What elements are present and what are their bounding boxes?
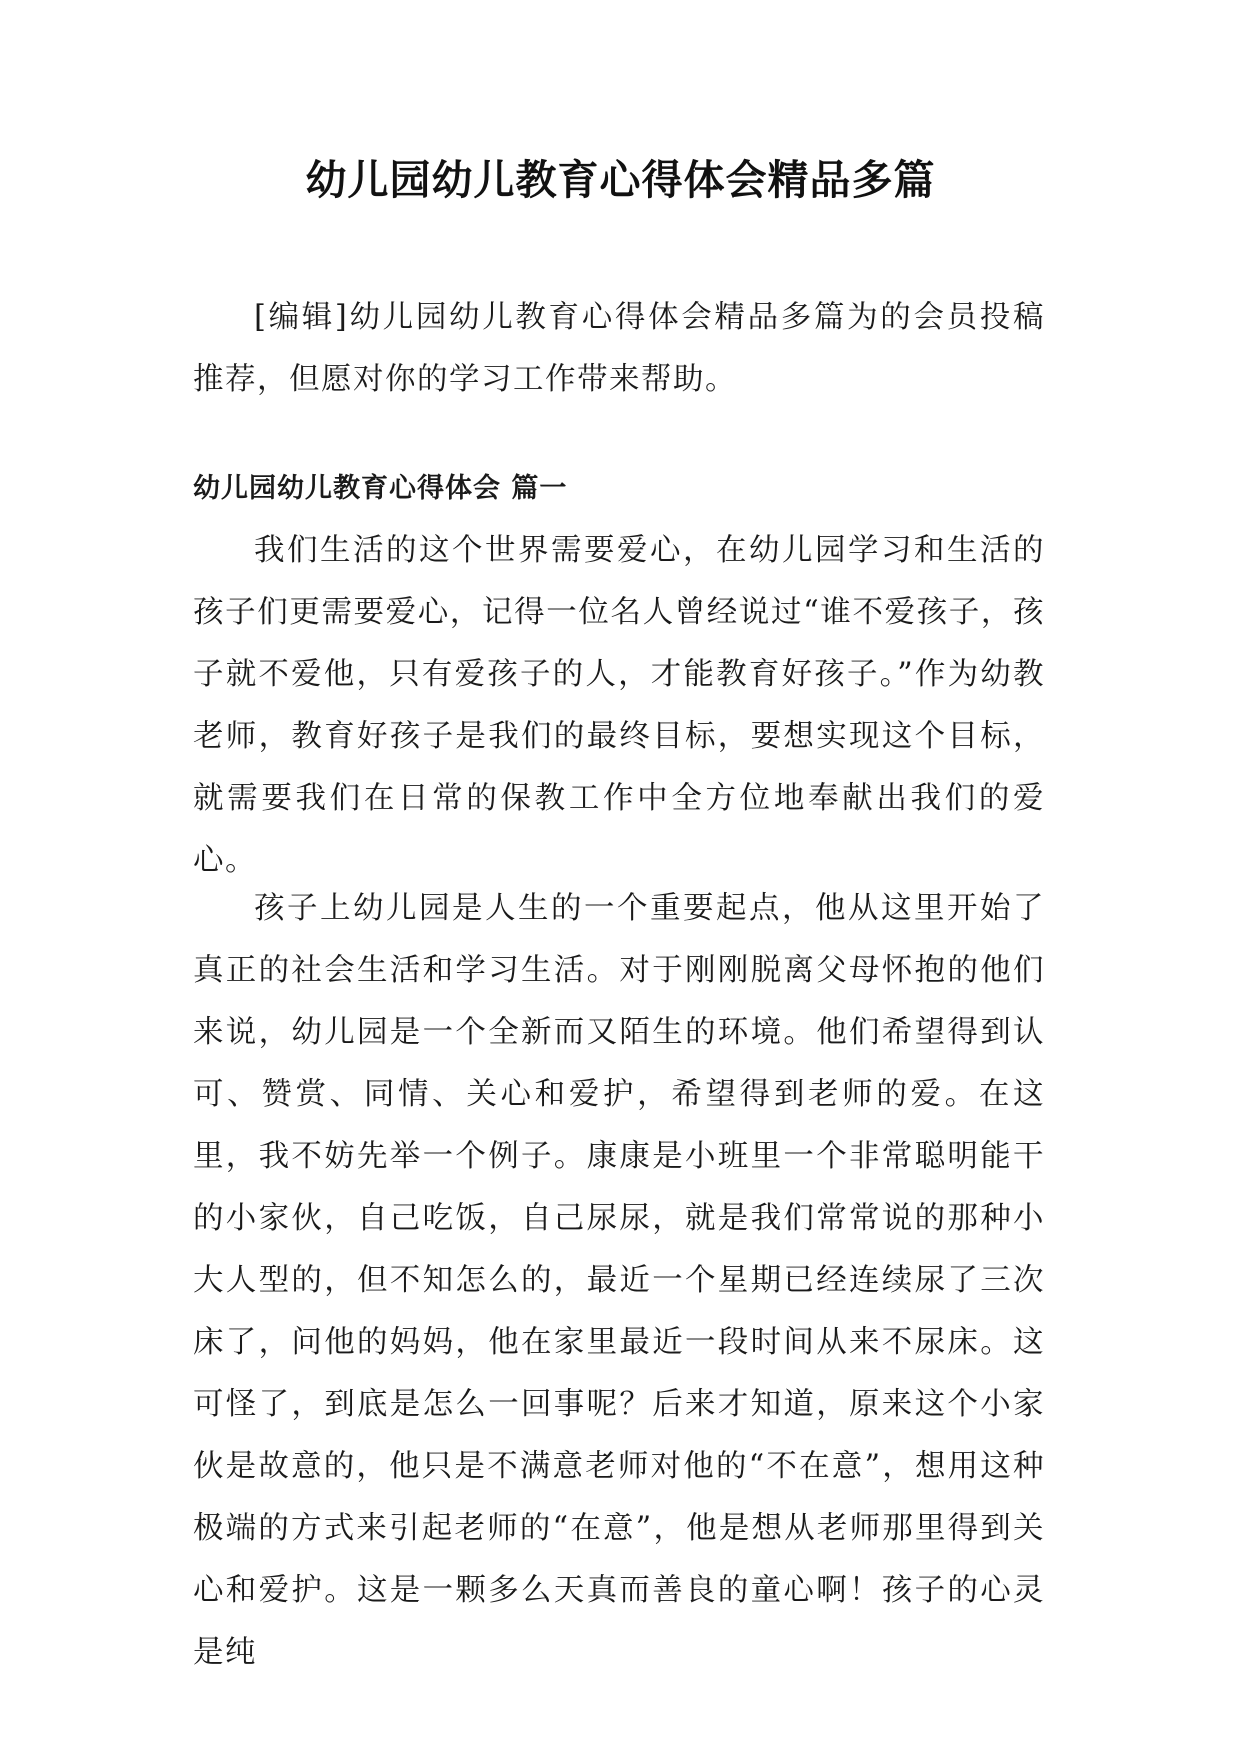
document-title: 幼儿园幼儿教育心得体会精品多篇 [305, 156, 936, 204]
body-paragraph-1: 我们生活的这个世界需要爱心，在幼儿园学习和生活的孩子们更需要爱心，记得一位名人曾经说过“谁不爱孩子，孩子就不爱他，只有爱孩子的人，才能教育好孩子。”作为幼教老师，教育好孩子是我们的最终目标，要想实现这个目标，就需要我们在日常的保教工作中全方位地奉献出我们的爱心。 [193, 533, 1045, 878]
section-heading: 幼儿园幼儿教育心得体会 篇一 [193, 473, 568, 504]
intro-paragraph: [编辑]幼儿园幼儿教育心得体会精品多篇为的会员投稿推荐，但愿对你的学习工作带来帮助。 [193, 300, 1045, 397]
body-paragraph-2: 孩子上幼儿园是人生的一个重要起点，他从这里开始了真正的社会生活和学习生活。对于刚刚脱离父母怀抱的他们来说，幼儿园是一个全新而又陌生的环境。他们希望得到认可、赞赏、同情、关心和爱护，希望得到老师的爱。在这里，我不妨先举一个例子。康康是小班里一个非常聪明能干的小家伙，自己吃饭，自己尿尿，就是我们常常说的那种小大人型的，但不知怎么的，最近一个星期已经连续尿了三次床了，问他的妈妈，他在家里最近一段时间从来不尿床。这可怪了，到底是怎么一回事呢？后来才知道，原来这个小家伙是故意的，他只是不满意老师对他的“不在意”，想用这种极端的方式来引起老师的“在意”，他是想从老师那里得到关心和爱护。这是一颗多么天真而善良的童心啊！孩子的心灵是纯 [193, 891, 1045, 1670]
